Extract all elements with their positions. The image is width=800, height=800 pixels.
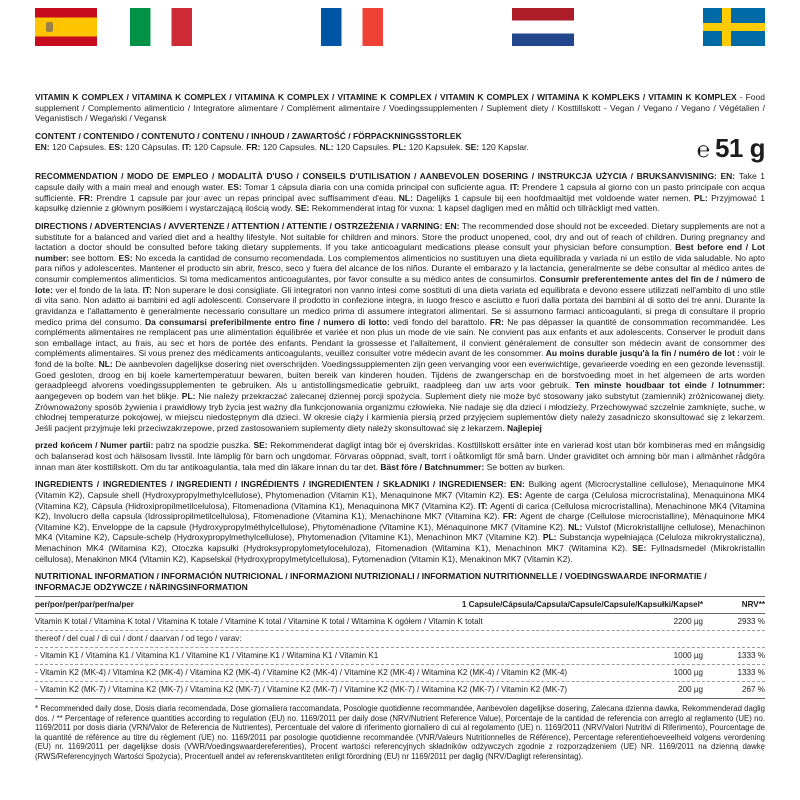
nutrient-amount: 2200 µg	[673, 616, 703, 626]
content-values: EN: 120 Capsules. ES: 120 Cápsulas. IT: 120 Capsule. FR: 120 Capsules. NL: 120 Capsules. PL: 120 Kapsułek. SE: 120 Kapslar.	[35, 141, 529, 152]
nutrient-nrv: 267 %	[742, 685, 765, 695]
nutrient-nrv: 2933 %	[737, 616, 765, 626]
nutrition-table-row	[35, 631, 765, 648]
nutrient-label: thereof / del cual / di cui / dont / daarvan / od tego / varav:	[35, 633, 242, 643]
content-text	[35, 131, 697, 152]
flags-row	[35, 8, 765, 46]
flag-netherlands	[512, 8, 574, 46]
product-title: VITAMIN K COMPLEX / VITAMINA K COMPLEX / VITAMINA K COMPLEX / VITAMINE K COMPLEX / VITAMIN K COMPLEX / WITAMINA K KOMPLEKS / VITAMIN K KOMPLEX - Food supplement / Complemento alimenticio / Integratore alimentare / Complément alimentaire / Voedingssupplementen / Suplement diety / Kosttillskott - Vegan / Vegano / Vegano / Végétalien / Veganistisch / Wegański / Vegansk	[35, 92, 765, 124]
label-content	[35, 92, 765, 761]
nutrient-label: - Vitamin K2 (MK-7) / Vitamina K2 (MK-7) / Vitamina K2 (MK-7) / Vitamine K2 (MK-7) / Vitamine K2 (MK-7) / Witamina K2 (MK-7) / Vitamin K2 (MK-7)	[35, 685, 568, 695]
nutrition-table-header	[35, 596, 765, 614]
nutrition-heading: NUTRITIONAL INFORMATION / INFORMACIÓN NUTRICIONAL / INFORMAZIONI NUTRIZIONALI / INFORMATION NUTRITIONNELLE / VOEDINGSWAARDE INFORMATIE / INFORMACJE ODŻYWCZE / NÄRINGSINFORMATION	[35, 571, 707, 592]
nutrition-table-body	[35, 614, 765, 700]
footnotes: * Recommended daily dose, Dosis diaria recomendada, Dose giornaliera raccomandata, Posologie quotidienne recommandée, Aanbevolen dagelijkse dosering, Zalecana dzienna dawka, Rekommenderad daglig dos. / ** Percentage of reference quantities according to regulation (EU) no. 1169/2011 per daily dose (NRV/Nutrient Reference Value), Porcentaje de la cantidad de referencia con arreglo al reglamento (UE) no. 1169/2011 por dosis diaria (VRN/Valor de Referencia de Nutrientes), Percentuale del valore di riferimento giornaliero di cui al regolamento (UE) n. 1169/2011 (NRV/Valori Nutritivi di Riferimento), Pourcentage de la quantité de référence au titre du règlement (UE) no. 1169/2011 par posologie quotidienne recommandée (VNR/Valeurs Nutritionnelles de Référence), Percentage referentiehoeveelheid volgens verordening (EU) nr. 1169/2011 per dagelijkse dosis (VWR/Voedingswaardereferenties), Procent wartości referencyjnych składników odżywczych zgodnie z rozporządzeniem (UE) NR. 1169/2011 na dzienną dawkę (RWS/Referencyjnych Wartości Spożycia), Procentuell andel av referenskvantiteten enligt förordning (EU) nr 1169/2011 per daglig (NRV/Dagligt referensintag).	[35, 704, 765, 761]
nutrition-table-row	[35, 648, 765, 665]
nutrient-amount: 200 µg	[678, 685, 703, 695]
flag-france	[321, 8, 383, 46]
nutrient-label: Vitamin K total / Vitamina K total / Vitamina K totale / Vitamine K total / Vitamine K total / Witamina K ogółem / Vitamin K totalt	[35, 616, 483, 626]
nutrient-amount: 1000 µg	[673, 650, 703, 660]
nutrition-table	[35, 596, 765, 700]
nutrition-table-row	[35, 665, 765, 682]
estimated-sign-icon: ℮	[696, 136, 710, 162]
nutrient-nrv: 1333 %	[737, 667, 765, 677]
flag-cross-horizontal	[703, 23, 765, 31]
net-weight-value: 51 g	[714, 132, 765, 163]
col-header-capsule: 1 Capsule/Cápsula/Capsula/Capsule/Capsule/Kapsułki/Kapsel*	[461, 599, 703, 609]
flag-blank	[417, 8, 479, 46]
col-header-nrv: NRV**	[741, 599, 765, 609]
content-label: CONTENT / CONTENIDO / CONTENUTO / CONTENU / INHOUD / ZAWARTOŚĆ / FÖRPACKNINGSSTORLEK	[35, 130, 462, 141]
flag-blank	[608, 8, 670, 46]
flag-italy	[130, 8, 192, 46]
spain-coat-of-arms	[46, 22, 53, 33]
nutrition-table-row	[35, 682, 765, 699]
nutrient-nrv: 1333 %	[737, 650, 765, 660]
directions-section-continued: przed końcem / Numer partii: patrz na spodzie puszka. SE: Rekommenderat dagligt intag bör ej överskridas. Kosttillskott ersätter inte en varierad kost utan bör kombineras med en mångsidig och balanserad kost och hälsosam livsstil. Inte lämplig för barn och ungdomar. Förvaras oöppnad, svalt, torrt i oåtkomligt för små barn. Under graviditet och amning bör man i allmänhet rådgöra innan man äter kosttillskott. Om du tar antikoagulantia, tala med din läkare innan du tar det. Bäst före / Batchnummer: Se botten av burken.	[35, 440, 766, 472]
net-weight	[697, 132, 765, 165]
directions-section: DIRECTIONS / ADVERTENCIAS / AVVERTENZE / ATTENTION / ATTENTIE / OSTRZEŻENIA / VARNING: EN: The recommended dose should not be exceeded. Dietary supplements are not a substitute for a balanced and varied diet and a healthy lifestyle. Not suitable for children and minors. Store the product unopened, cool, dry and out of reach of children. During pregnancy and lactation a doctor should be consulted before taking dietary supplements. If you take anticoagulant medications please consult your physician before consumption. Best before end / Lot number: see bottom. ES: No exceda la cantidad de consumo recomendada. Los complementos alimenticios no sustituyen una dieta equilibrada y variada ni un estilo de vida saludable. No apto para niños y adolescentes. Mantener el producto sin abrir, fresco, seco y fuera del alcance de los niños. Durante el embarazo y la lactancia, generalmente se debe consultar al médico antes de consumir complementos alimenticios. Si toma medicamentos anticoagulantes, por favor consulte a su médico antes de consumirlos. Consumir preferentemente antes del fin de / número de lote: ver el fondo de la lata. IT: Non superare le dosi consigliate. Gli integratori non vanno intesi come sostituti di una dieta variata ed equilibrata e devono essere utilizzati nell'ambito di uno stile di vita sano. Non adatto ai bambini ed agli adolescenti. Conservare il prodotto in confezione integra, in luogo fresco e asciutto e fuori dalla portata dei bambini al di sotto dei tre anni. Durante la gravidanza e l'allattamento è generalmente necessario consultare un medico prima di assumere integratori alimentari. Se si assumono farmaci anticoagulanti, si prega di consultare il proprio medico prima del consumo. Da consumarsi preferibilmente entro fine / numero di lotto: vedi fondo del barattolo. FR: Ne pas dépasser la quantité de consommation recommandée. Les compléments alimentaires ne remplacent pas une alimentation équilibrée et variée et non plus un mode de vie sain. Ne convient pas aux enfants et aux adolescents. Conserver le produit dans son emballage intact, au frais, au sec et hors de portée des enfants. Pendant la grossesse et l'allaitement, il convient généralement de consulter son médecin avant de consommer des compléments alimentaires. Si vous prenez des médicaments anticoagulants, veuillez consulter votre médecin avant de les consommer. Au moins durable jusqu'à la fin / numéro de lot : voir le fond de la boîte. NL: De aanbevolen dagelijkse dosering niet overschrijden. Voedingssupplementen zijn geen vervanging voor een evenwichtige, gevarieerde voeding en een gezonde levensstijl. Goed gesloten, droog en bij koele kamertemperatuur bewaren, buiten bereik van kinderen houden. Tijdens de zwangerschap en de borstvoeding moet in het algemeen de arts worden geraadpleegd alvorens voedingssupplementen te gebruiken. Als u antistollingsmedicatie gebruikt, raadpleeg dan uw arts voor gebruik. Ten minste houdbaar tot einde / lotnummer: aangegeven op bodem van het blikje. PL: Nie należy przekraczać zalecanej dziennej porcji spożycia. Suplement diety nie może być stosowany jako substytut (zamiennik) zróżnicowanej diety. Zrównoważony sposób żywienia i prawidłowy tryb życia jest ważny dla funkcjonowania organizmu człowieka. Nie nadaje się dla dzieci i młodzieży. Przechowywać szczelnie zamknięte, suche, w chłodnej temperaturze pokojowej, w miejscu niedostępnym dla dzieci. W okresie ciąży i karmienia piersią przed przyjęciem suplementów diety należy zasadniczo skonsultować się z lekarzem. Jeśli pacjent przyjmuje leki przeciwzakrzepowe, przed zastosowaniem suplementy diety należy skonsultować się z lekarzem. Najlepiej	[35, 220, 766, 433]
flag-spain	[35, 8, 97, 46]
flag-blank	[226, 8, 288, 46]
nutrition-table-row	[35, 614, 765, 631]
content-section	[35, 131, 765, 165]
recommendation-section: RECOMMENDATION / MODO DE EMPLEO / MODALITÀ D'USO / CONSEILS D'UTILISATION / AANBEVOLEN DOSERING / INSTRUKCJA UŻYCIA / BRUKSANVISNING: EN: Take 1 capsule daily with a main meal and enough water. ES: Tomar 1 cápsula diaria con una comida principal con suficiente agua. IT: Prendere 1 capsula al giorno con un pasto principale con acqua sufficiente. FR: Prendre 1 capsule par jour avec un repas principal avec suffisamment d'eau. NL: Dagelijks 1 capsule bij een hoofdmaaltijd met voldoende water nemen. PL: Przyjmować 1 kapsułkę dziennie z głównym posiłkiem i wystarczającą ilością wody. SE: Rekommenderat intag för vuxna: 1 kapsel dagligen med en måltid och tillräckligt med vatten.	[35, 171, 765, 214]
flag-sweden	[703, 8, 765, 46]
nutrient-label: - Vitamin K2 (MK-4) / Vitamina K2 (MK-4) / Vitamina K2 (MK-4) / Vitamine K2 (MK-4) / Vitamine K2 (MK-4) / Witamina K2 (MK-4) / Vitamin K2 (MK-4)	[35, 667, 568, 677]
nutrient-label: - Vitamin K1 / Vitamina K1 / Vitamina K1 / Vitamine K1 / Vitamine K1 / Witamina K1 / Vitamin K1	[35, 650, 379, 660]
nutrient-amount: 1000 µg	[673, 667, 703, 677]
ingredients-section: INGREDIENTS / INGREDIENTES / INGREDIENTI / INGRÉDIENTS / INGREDIËNTEN / SKŁADNIKI / INGREDIENSER: EN: Bulking agent (Microcrystalline cellulose), Menaquinone MK4 (Vitamin K2), Capsule shell (Hydroxypropylmethylcellulose), Phytomenadion (Vitamin K1), Menaquinone MK7 (Vitamin K2). ES: Agente de carga (Celulosa microcristalina), Menaquinona MK4 (Vitamina K2), Cápsula (Hidroxipropilmetilcelulosa), Fitomenadiona (Vitamina K1), Menaquinona MK7 (Vitamina K2). IT: Agenti di carica (Cellulosa microcristallina), Menachinone MK4 (Vitamina K2), Involucro della capsula (Idrossipropilmetilcellulosa), Fitomenadione (Vitamina K1), Menachinone MK7 (Vitamina K2). FR: Agent de charge (Cellulose microcristalline), Ménaquinone MK4 (Vitamine K2), Enveloppe de la capsule (Hydroxypropylméthylcellulose), Phytoménadione (Vitamine K1), Ménaquinone MK7 (Vitamine K2). NL: Vulstof (Microkristallijne cellulose), Menachinon MK4 (Vitamine K2), Capsule-schelp (Hydroxypropylmethylcellulose), Phytomenadion (Vitamine K1), Menachinon MK7 (Vitamine K2). PL: Substancja wypełniająca (Celuloza mikrokrystaliczna), Menachinon MK4 (Witamina K2), Otoczka kapsułki (Hydroksypropylometyloceluloza), Fitomenadion (Witamina K1), Menachinon MK7 (Witamina K2). SE: Fyllnadsmedel (Mikrokristallin cellulosa), Menakinon MK4 (Vitamin K2), Kapselskal (Hydroxypropylmetylcellulosa), Fytomenadion (Vitamin K1), Menakinon MK7 (Vitamin K2).	[35, 479, 765, 564]
col-header-per: per/por/per/par/per/na/per	[35, 599, 134, 609]
